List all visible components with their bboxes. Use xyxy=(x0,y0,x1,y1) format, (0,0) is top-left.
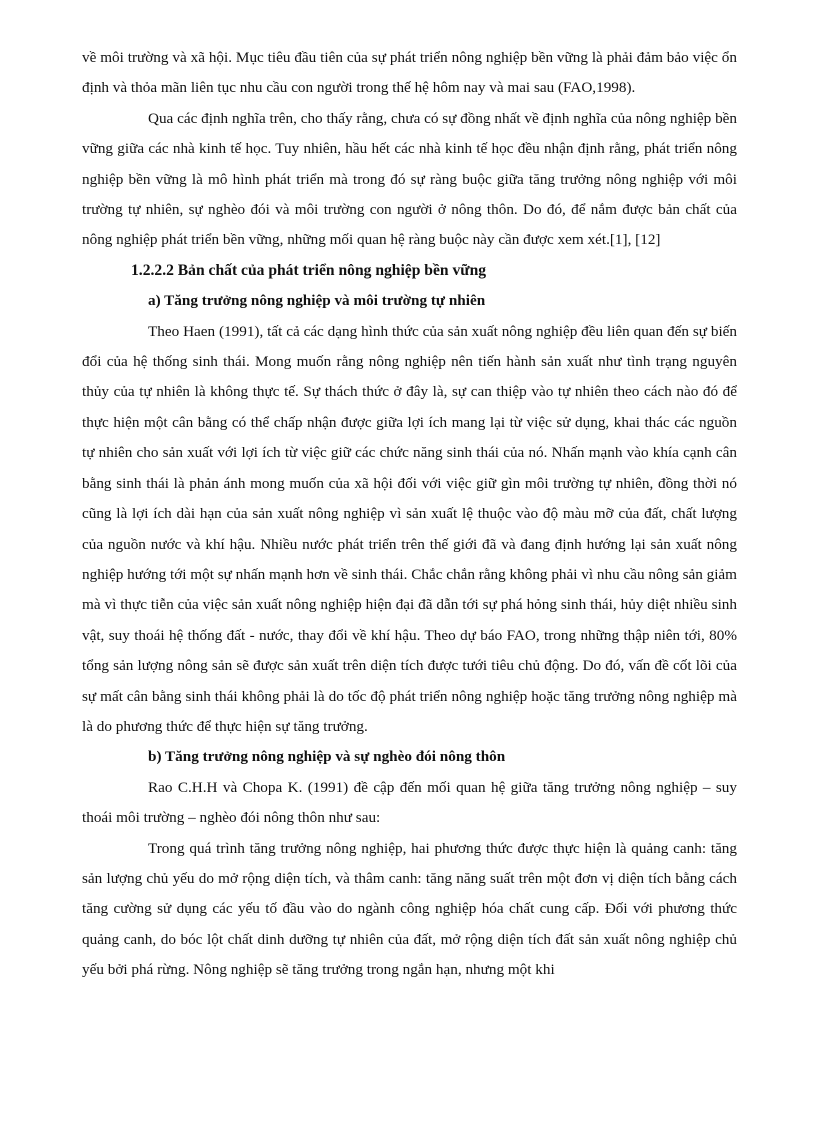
subsection-heading: b) Tăng trưởng nông nghiệp và sự nghèo đói nông thôn xyxy=(148,748,506,766)
paragraph: Theo Haen (1991), tất cả các dạng hình thức của sản xuất nông nghiệp đều liên quan đến sự biến đổi của hệ thống sinh thái. Mong muốn rằng nông nghiệp nên tiến hành sản xuất như tình trạng nguyên thủy của tự nhiên là không thực tế. Sự thách thức ở đây là, sự can thiệp vào tự nhiên theo cách nào đó để thực hiện một cân bằng có thể chấp nhận được giữa lợi ích mang lại từ việc sử dụng, khai thác các nguồn tự nhiên cho sản xuất với lợi ích từ việc giữ các chức năng sinh thái của nó. Nhấn mạnh vào khía cạnh cân bằng sinh thái là phản ánh mong muốn của xã hội đối với việc giữ gìn môi trường tự nhiên, đồng thời nó cũng là lợi ích dài hạn của sản xuất nông nghiệp vì sản xuất lệ thuộc vào độ màu mỡ của đất, chất lượng của nguồn nước và khí hậu. Nhiều nước phát triển trên thế giới đã và đang định hướng lại sản xuất nông nghiệp hướng tới một sự nhấn mạnh hơn về sinh thái. Chắc chắn rằng không phải vì nhu cầu nông sản giảm mà vì thực tiễn của việc sản xuất nông nghiệp hiện đại đã dẫn tới sự phá hỏng sinh thái, hủy diệt nhiều sinh vật, suy thoái hệ thống đất - nước, thay đổi về khí hậu. Theo dự báo FAO, trong những thập niên tới, 80% tổng sản lượng nông sản sẽ được sản xuất trên diện tích được tưới tiêu chủ động. Do đó, vấn đề cốt lõi của sự mất cân bằng sinh thái không phải là do tốc độ phát triển nông nghiệp hoặc tăng trưởng nông nghiệp mà là do phương thức để thực hiện sự tăng trưởng. xyxy=(82,322,737,735)
paragraph: Rao C.H.H và Chopa K. (1991) đề cập đến mối quan hệ giữa tăng trưởng nông nghiệp – suy thoái môi trường – nghèo đói nông thôn như sau: xyxy=(82,778,737,827)
subsection-heading: a) Tăng trưởng nông nghiệp và môi trường tự nhiên xyxy=(148,292,486,310)
paragraph: về môi trường và xã hội. Mục tiêu đầu tiên của sự phát triển nông nghiệp bền vững là phải đảm bảo việc ổn định và thỏa mãn liên tục nhu cầu con người trong thế hệ hôm nay và mai sau (FAO,1998). xyxy=(82,49,737,97)
paragraph: Trong quá trình tăng trưởng nông nghiệp, hai phương thức được thực hiện là quảng canh: tăng sản lượng chủ yếu do mở rộng diện tích, và thâm canh: tăng năng suất trên một đơn vị diện tích bằng cách tăng cường sử dụng các yếu tố đầu vào do ngành công nghiệp hóa chất cung cấp. Đối với phương thức quảng canh, do bóc lột chất dinh dưỡng tự nhiên của đất, mở rộng diện tích đất sản xuất nông nghiệp chủ yếu bởi phá rừng. Nông nghiệp sẽ tăng trưởng trong ngắn hạn, nhưng một khi xyxy=(82,839,737,979)
paragraph: Qua các định nghĩa trên, cho thấy rằng, chưa có sự đồng nhất về định nghĩa của nông nghiệp bền vững giữa các nhà kinh tế học. Tuy nhiên, hầu hết các nhà kinh tế học đều nhận định rằng, phát triển nông nghiệp bền vững là mô hình phát triển mà trong đó sự ràng buộc giữa tăng trưởng nông nghiệp với môi trường tự nhiên, sự nghèo đói và môi trường con người ở nông thôn. Do đó, để nắm được bản chất của nông nghiệp phát triển bền vững, những mối quan hệ ràng buộc này cần được xem xét.[1], [12] xyxy=(82,109,737,249)
document-page xyxy=(82,43,737,986)
section-heading: 1.2.2.2 Bản chất của phát triển nông nghiệp bền vững xyxy=(131,261,487,279)
